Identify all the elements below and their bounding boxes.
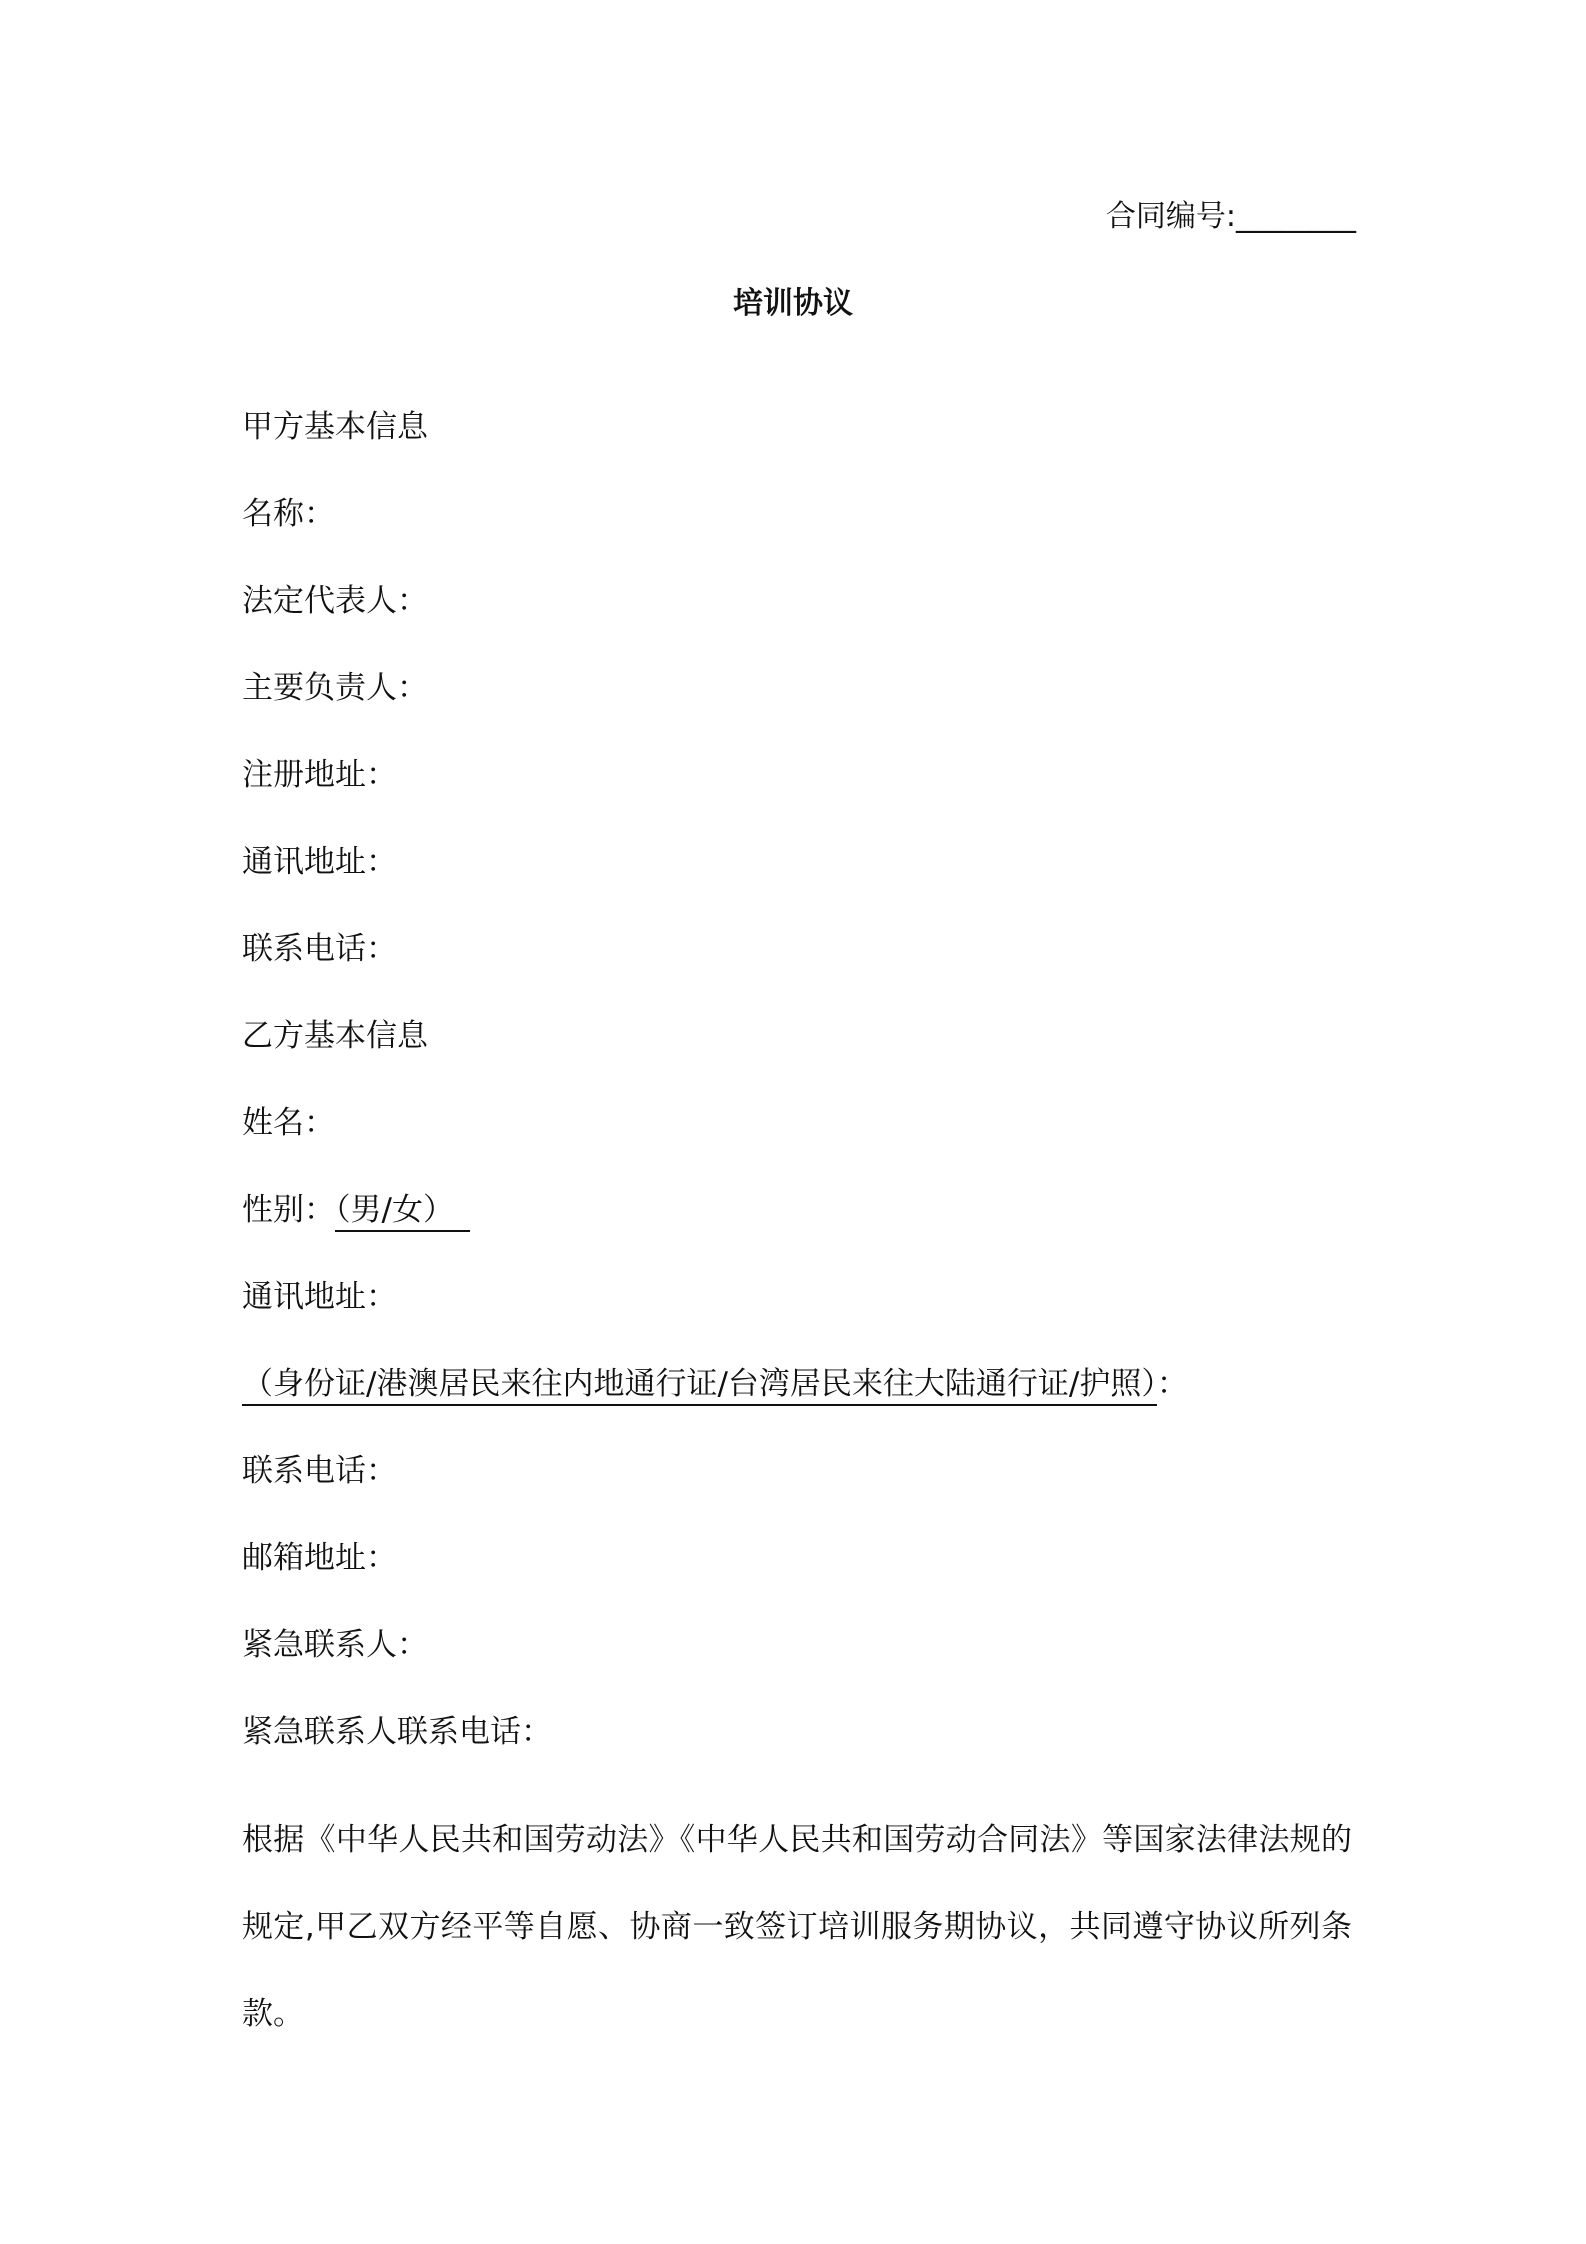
party-a-name-field: 名称： (242, 496, 335, 532)
party-b-gender-field (242, 1188, 470, 1232)
party-a-phone-field: 联系电话： (242, 931, 397, 967)
contract-number-label: 合同编号: (1105, 199, 1236, 234)
party-a-mailing-address-field: 通讯地址： (242, 844, 397, 880)
id-colon: ： (1156, 1366, 1188, 1402)
contract-number-blank: ________ (1236, 199, 1356, 234)
party-b-name-field: 姓名： (242, 1105, 335, 1141)
party-b-emergency-phone-field: 紧急联系人联系电话： (242, 1714, 552, 1750)
document-title: 培训协议 (733, 286, 853, 321)
party-b-emergency-contact-field: 紧急联系人： (242, 1627, 428, 1663)
gender-value: （男/女） (335, 1192, 470, 1232)
party-b-email-field: 邮箱地址： (242, 1540, 397, 1576)
id-type: （身份证/港澳居民来往内地通行证/台湾居民来往大陆通行证/护照） (242, 1366, 1157, 1406)
party-b-address-field: 通讯地址： (242, 1279, 397, 1315)
party-b-phone-field: 联系电话： (242, 1453, 397, 1489)
party-b-id-field (242, 1362, 1188, 1406)
party-a-principal-field: 主要负责人： (242, 670, 428, 706)
party-a-registered-address-field: 注册地址： (242, 757, 397, 793)
contract-number (1106, 195, 1356, 239)
party-a-legal-rep-field: 法定代表人： (242, 583, 428, 619)
party-a-heading: 甲方基本信息 (242, 409, 428, 445)
preamble-paragraph: 根据《中华人民共和国劳动法》《中华人民共和国劳动合同法》等国家法律法规的规定,甲乙双方经平等自愿、协商一致签订培训服务期协议，共同遵守协议所列条款。 (242, 1822, 1352, 2032)
party-b-heading: 乙方基本信息 (242, 1018, 428, 1054)
gender-label: 性别： (242, 1192, 335, 1228)
